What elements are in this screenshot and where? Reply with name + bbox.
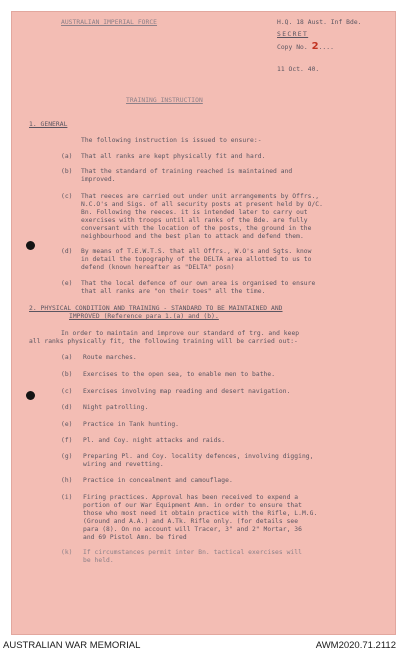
section-2-heading-line-2: IMPROVED (Reference para 1.(a) and (b). — [69, 313, 219, 320]
handwritten-copy-number: 2 — [311, 41, 319, 52]
punch-hole-upper — [26, 241, 35, 250]
section-2-heading-line-1: 2. PHYSICAL CONDITION AND TRAINING - STANDARD TO BE MAINTAINED AND — [29, 305, 283, 312]
accession-number: AWM2020.71.2112 — [315, 640, 396, 651]
copy-number: Copy No. 2.... — [277, 41, 334, 52]
document-title: TRAINING INSTRUCTION — [126, 97, 203, 104]
section-1-intro: The following instruction is issued to ensure:- — [81, 137, 262, 144]
section-2-intro-line-2: all ranks physically fit, the following training will be carried out:- — [29, 338, 298, 345]
institution-name: AUSTRALIAN WAR MEMORIAL — [3, 640, 141, 651]
classification-label: SECRET — [277, 31, 309, 38]
section-1-heading: 1. GENERAL — [29, 121, 68, 128]
document-page: AUSTRALIAN IMPERIAL FORCE H.Q. 18 Aust. Inf Bde. SECRET Copy No. 2.... 11 Oct. 40. TRAINING INSTRUCTION 1. GENERAL The following instruction is issued to ensure:- (a) That all ranks are kept physically fit and hard. (b) That the standard of training reached is maintained and improved. (c) That reeces are carried out under unit arrangements by Offrs., N.C.O's and Sigs. of all security posts at present held by O/C. Bn. Following the reeces. it is intended later to carry out exercises with troops until all ranks of the Bde. are fully conversant with the location of the posts, the ground in the neighbourhood and the best plan to attack and defend them. (d) By means of T.E.W.T.S. that all Offrs., W.O's and Sgts. know in detail the topography of the DELTA area allotted to us to defend (known hereafter as "DELTA" posn) (e) That the local defence of our own area is organised to ensure that all ranks are "on their toes" all the time. 2. PHYSICAL CONDITION AND TRAINING - STANDARD TO BE MAINTAINED AND IMPROVED (Reference para 1.(a) and (b). In order to maintain and improve our standard of trg. and keep all ranks physically fit, the following training will be carried out:- (a) Route marches. (b) Exercises to the open sea, to enable men to bathe. (c) Exercises involving map reading and desert navigation. (d) Night patrolling. (e) Practice in Tank hunting. (f) Pl. and Coy. night attacks and raids. (g) Preparing Pl. and Coy. locality defences, involving digging, wiring and revetting. (h) Practice in concealment and camouflage. (i) Firing practices. Approval has been received to expend a portion of our War Equipment Amn. in order to ensure that those who most need it obtain practice with the Rifle, L.M.G. (Ground and A.A.) and A.Tk. Rifle only. (for details see para (8). On no account will Tracer, 3" and 2" Mortar, 36 and 69 Pistol Amn. be fired (k) If circumstances permit inter Bn. tactical exercises will be held. — [11, 11, 396, 635]
section-2-intro-line-1: In order to maintain and improve our standard of trg. and keep — [61, 330, 300, 337]
archive-footer — [0, 638, 406, 653]
unit-heading: H.Q. 18 Aust. Inf Bde. — [277, 19, 362, 26]
document-date: 11 Oct. 40. — [277, 66, 320, 73]
force-heading: AUSTRALIAN IMPERIAL FORCE — [61, 19, 158, 26]
punch-hole-lower — [26, 391, 35, 400]
